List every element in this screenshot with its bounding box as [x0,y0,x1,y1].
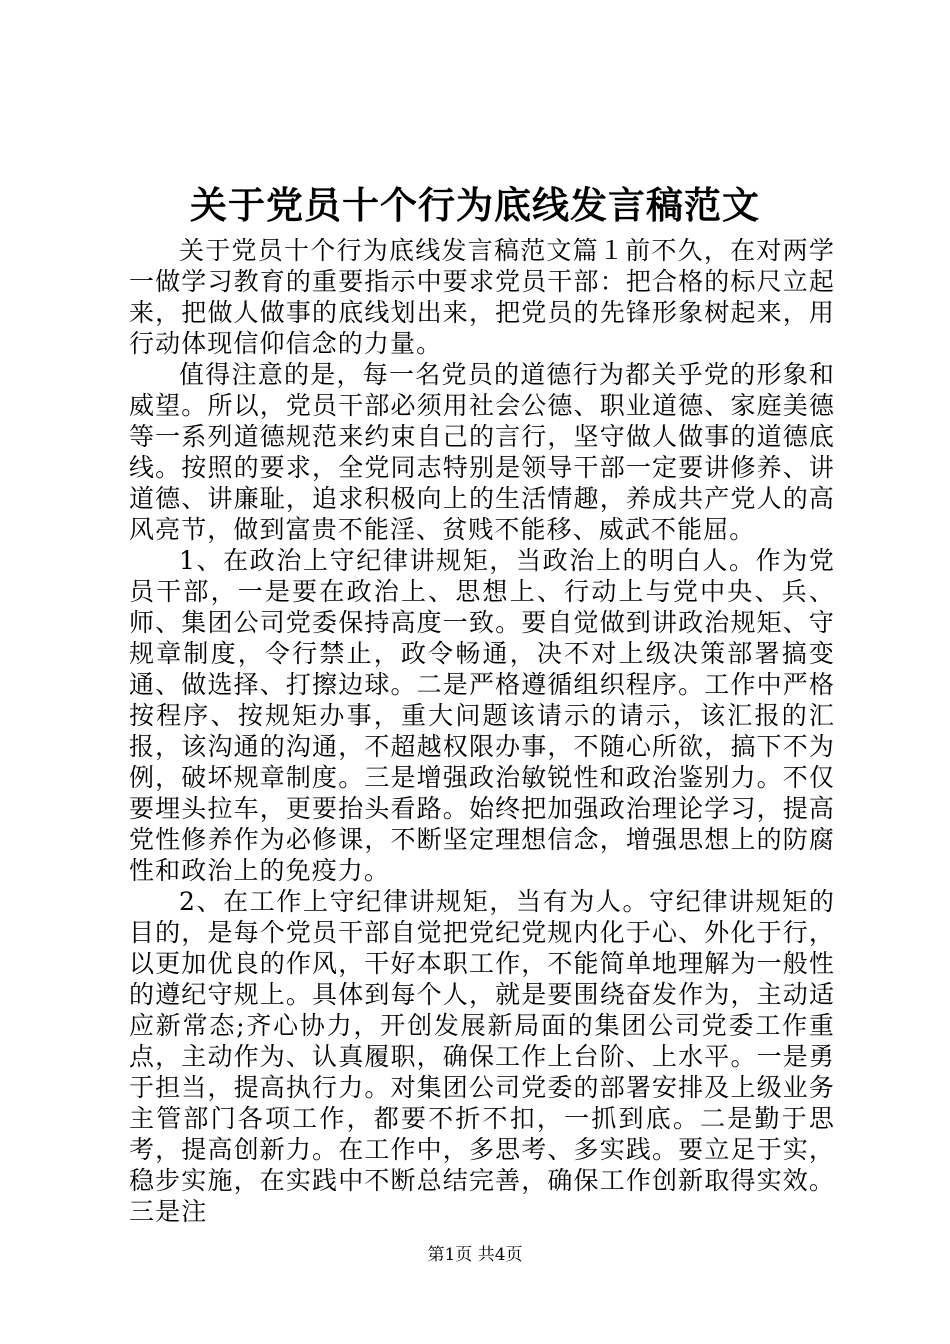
document-title: 关于党员十个行为底线发言稿范文 [190,183,760,227]
page-number-footer: 第1页 共4页 [427,1245,523,1265]
paragraph-political-discipline: 1、在政治上守纪律讲规矩，当政治上的明白人。作为党员干部，一是要在政治上、思想上、行动上与党中央、兵、师、集团公司党委保持高度一致。要自觉做到讲政治规矩、守规章制度，令行禁止，政令畅通，决不对上级决策部署搞变通、做选择、打擦边球。二是严格遵循组织程序。工作中严格按程序、按规矩办事，重大问题该请示的请示，该汇报的汇报，该沟通的沟通，不超越权限办事，不随心所欲，搞下不为例，破坏规章制度。三是增强政治敏锐性和政治鉴别力。不仅要埋头拉车，更要抬头看路。始终把加强政治理论学习，提高党性修养作为必修课，不断坚定理想信念，增强思想上的防腐性和政治上的免疫力。 [129,546,835,885]
paragraph-intro: 关于党员十个行为底线发言稿范文篇１前不久，在对两学一做学习教育的重要指示中要求党员干部：把合格的标尺立起来，把做人做事的底线划出来，把党员的先锋形象树起来，用行动体现信仰信念的力量。 [129,236,835,358]
document-body [129,235,835,1227]
paragraph-moral-conduct: 值得注意的是，每一名党员的道德行为都关乎党的形象和威望。所以，党员干部必须用社会公德、职业道德、家庭美德等一系列道德规范来约束自己的言行，坚守做人做事的道德底线。按照的要求，全党同志特别是领导干部一定要讲修养、讲道德、讲廉耻，追求积极向上的生活情趣，养成共产党人的高风亮节，做到富贵不能淫、贫贱不能移、威武不能屈。 [129,360,835,544]
paragraph-work-discipline: 2、在工作上守纪律讲规矩，当有为人。守纪律讲规矩的目的，是每个党员干部自觉把党纪党规内化于心、外化于行，以更加优良的作风，干好本职工作，不能简单地理解为一般性的遵纪守规上。具体到每个人，就是要围绕奋发作为，主动适应新常态;齐心协力，开创发展新局面的集团公司党委工作重点，主动作为、认真履职，确保工作上台阶、上水平。一是勇于担当，提高执行力。对集团公司党委的部署安排及上级业务主管部门各项工作，都要不折不扣，一抓到底。二是勤于思考，提高创新力。在工作中，多思考、多实践。要立足于实，稳步实施，在实践中不断总结完善，确保工作创新取得实效。三是注 [129,887,835,1226]
